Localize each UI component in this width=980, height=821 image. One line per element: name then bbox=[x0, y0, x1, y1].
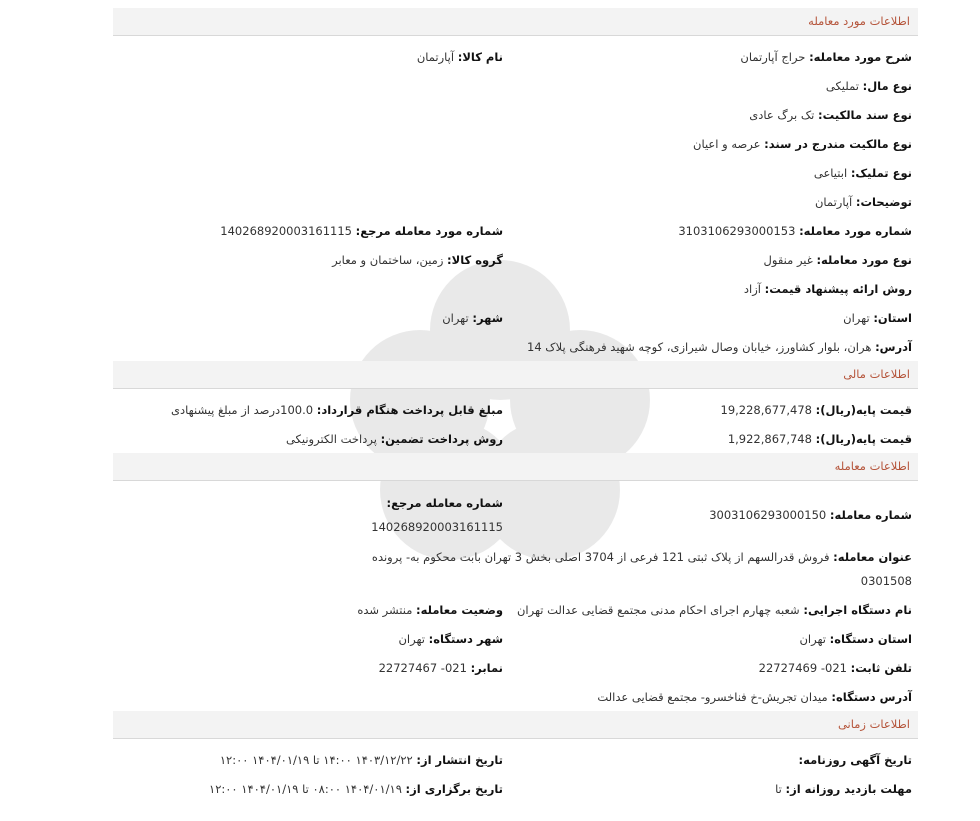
deed-type-label: نوع سند مالکیت: bbox=[818, 107, 912, 122]
row-agency bbox=[113, 595, 918, 624]
guarantee-label: روش پرداخت تضمین: bbox=[380, 431, 503, 446]
city-value: تهران bbox=[442, 310, 469, 325]
province-value: تهران bbox=[843, 310, 870, 325]
status-value: منتشر شده bbox=[357, 602, 413, 617]
notes-label: توضیحات: bbox=[855, 194, 912, 209]
agency-city-value: تهران bbox=[398, 631, 425, 646]
guarantee-value: پرداخت الکترونیکی bbox=[285, 431, 377, 446]
row-transfer-type bbox=[113, 158, 918, 187]
base-price2-value: 1,922,867,748 bbox=[727, 431, 812, 446]
agency-province-value: تهران bbox=[799, 631, 826, 646]
notes-value: آپارتمان bbox=[814, 194, 853, 209]
deed-type-value: تک برگ عادی bbox=[749, 107, 815, 122]
bid-method-value: آزاد bbox=[743, 281, 761, 296]
item-number-value: 3103106293000153 bbox=[678, 223, 796, 238]
row-province bbox=[113, 303, 918, 332]
ref-number-label: شماره مورد معامله مرجع: bbox=[355, 223, 503, 238]
row-visit bbox=[113, 774, 918, 803]
base-price-label: قیمت پایه(ریال): bbox=[815, 402, 912, 417]
status-label: وضعیت معامله: bbox=[416, 602, 503, 617]
goods-name-value: آپارتمان bbox=[416, 49, 455, 64]
goods-name-label: نام کالا: bbox=[457, 49, 503, 64]
desc-value: حراج آپارتمان bbox=[740, 49, 806, 64]
section-header-deal-info: اطلاعات مورد معامله bbox=[113, 8, 918, 36]
address-label: آدرس: bbox=[875, 339, 912, 354]
row-ownership-type bbox=[113, 129, 918, 158]
agency-address-value: میدان تجریش-خ فناخسرو- مجتمع قضایی عدالت bbox=[597, 689, 828, 704]
row-transaction-number bbox=[113, 487, 918, 543]
visit-value: تا bbox=[775, 781, 782, 796]
goods-group-value: زمین، ساختمان و معابر bbox=[332, 252, 444, 267]
phone-value: 021- 22727469 bbox=[758, 660, 847, 675]
desc-label: شرح مورد معامله: bbox=[809, 49, 912, 64]
row-transaction-title bbox=[113, 543, 918, 595]
row-desc bbox=[113, 42, 918, 71]
row-agency-province bbox=[113, 624, 918, 653]
item-type-label: نوع مورد معامله: bbox=[816, 252, 912, 267]
row-base-price bbox=[113, 395, 918, 424]
row-property-type bbox=[113, 71, 918, 100]
payable-label: مبلغ قابل پرداخت هنگام قرارداد: bbox=[316, 402, 503, 417]
row-base-price-2 bbox=[113, 424, 918, 453]
section-header-transaction: اطلاعات معامله bbox=[113, 453, 918, 481]
transaction-number-label: شماره معامله: bbox=[829, 508, 912, 522]
tender-detail-page bbox=[113, 8, 918, 803]
agency-value: شعبه چهارم اجرای احکام مدنی مجتمع قضایی عدالت تهران bbox=[516, 602, 800, 617]
phone-label: تلفن ثابت: bbox=[850, 660, 912, 675]
province-label: استان: bbox=[873, 310, 912, 325]
property-type-label: نوع مال: bbox=[862, 78, 912, 93]
transaction-title-value: فروش قدرالسهم از پلاک ثبتی 121 فرعی از 3704 اصلی بخش 3 تهران بابت محکوم به- پرونده 0301508 bbox=[371, 550, 912, 588]
address-value: هران، بلوار کشاورز، خیابان وصال شیرازی، کوچه شهید فرهنگی پلاک 14 bbox=[527, 339, 872, 354]
agency-province-label: استان دستگاه: bbox=[829, 631, 912, 646]
publish-value: ۱۴۰۳/۱۲/۲۲ ۱۴:۰۰ تا ۱۴۰۴/۰۱/۱۹ ۱۲:۰۰ bbox=[219, 752, 413, 767]
transaction-number-value: 3003106293000150 bbox=[709, 508, 827, 522]
fax-label: نمابر: bbox=[470, 660, 503, 675]
transfer-type-label: نوع تملیک: bbox=[850, 165, 912, 180]
row-deed-type bbox=[113, 100, 918, 129]
visit-label: مهلت بازدید روزانه از: bbox=[785, 781, 912, 796]
agency-address-label: آدرس دستگاه: bbox=[831, 689, 912, 704]
ownership-type-label: نوع مالکیت مندرج در سند: bbox=[764, 136, 912, 151]
ref-number-value: 140268920003161115 bbox=[220, 223, 352, 238]
row-bid-method bbox=[113, 274, 918, 303]
item-type-value: غیر منقول bbox=[763, 252, 813, 267]
hold-label: تاریخ برگزاری از: bbox=[405, 781, 503, 796]
row-notes bbox=[113, 187, 918, 216]
row-item-number bbox=[113, 216, 918, 245]
transaction-ref-value: 140268920003161115 bbox=[371, 520, 503, 534]
hold-value: ۱۴۰۴/۰۱/۱۹ ۰۸:۰۰ تا ۱۴۰۴/۰۱/۱۹ ۱۲:۰۰ bbox=[209, 781, 402, 796]
section-header-timing: اطلاعات زمانی bbox=[113, 711, 918, 739]
fax-value: 021- 22727467 bbox=[378, 660, 467, 675]
bid-method-label: روش ارائه پیشنهاد قیمت: bbox=[764, 281, 912, 296]
payable-value: 100.0درصد از مبلغ پیشنهادی bbox=[171, 402, 314, 417]
section-header-financial: اطلاعات مالی bbox=[113, 361, 918, 389]
base-price-value: 19,228,677,478 bbox=[720, 402, 812, 417]
row-item-type bbox=[113, 245, 918, 274]
ownership-type-value: عرصه و اعیان bbox=[693, 136, 761, 151]
agency-city-label: شهر دستگاه: bbox=[428, 631, 503, 646]
transaction-ref-label: شماره معامله مرجع: bbox=[386, 496, 503, 510]
row-phone bbox=[113, 653, 918, 682]
publish-label: تاریخ انتشار از: bbox=[416, 752, 503, 767]
city-label: شهر: bbox=[472, 310, 503, 325]
base-price2-label: قیمت پایه(ریال): bbox=[815, 431, 912, 446]
transfer-type-value: ابتیاعی bbox=[813, 165, 848, 180]
row-agency-address bbox=[113, 682, 918, 711]
agency-label: نام دستگاه اجرایی: bbox=[803, 602, 912, 617]
row-newspaper bbox=[113, 745, 918, 774]
transaction-title-label: عنوان معامله: bbox=[833, 550, 912, 564]
row-address bbox=[113, 332, 918, 361]
property-type-value: تملیکی bbox=[825, 78, 859, 93]
goods-group-label: گروه کالا: bbox=[447, 252, 503, 267]
item-number-label: شماره مورد معامله: bbox=[799, 223, 912, 238]
newspaper-label: تاریخ آگهی روزنامه: bbox=[798, 752, 912, 767]
